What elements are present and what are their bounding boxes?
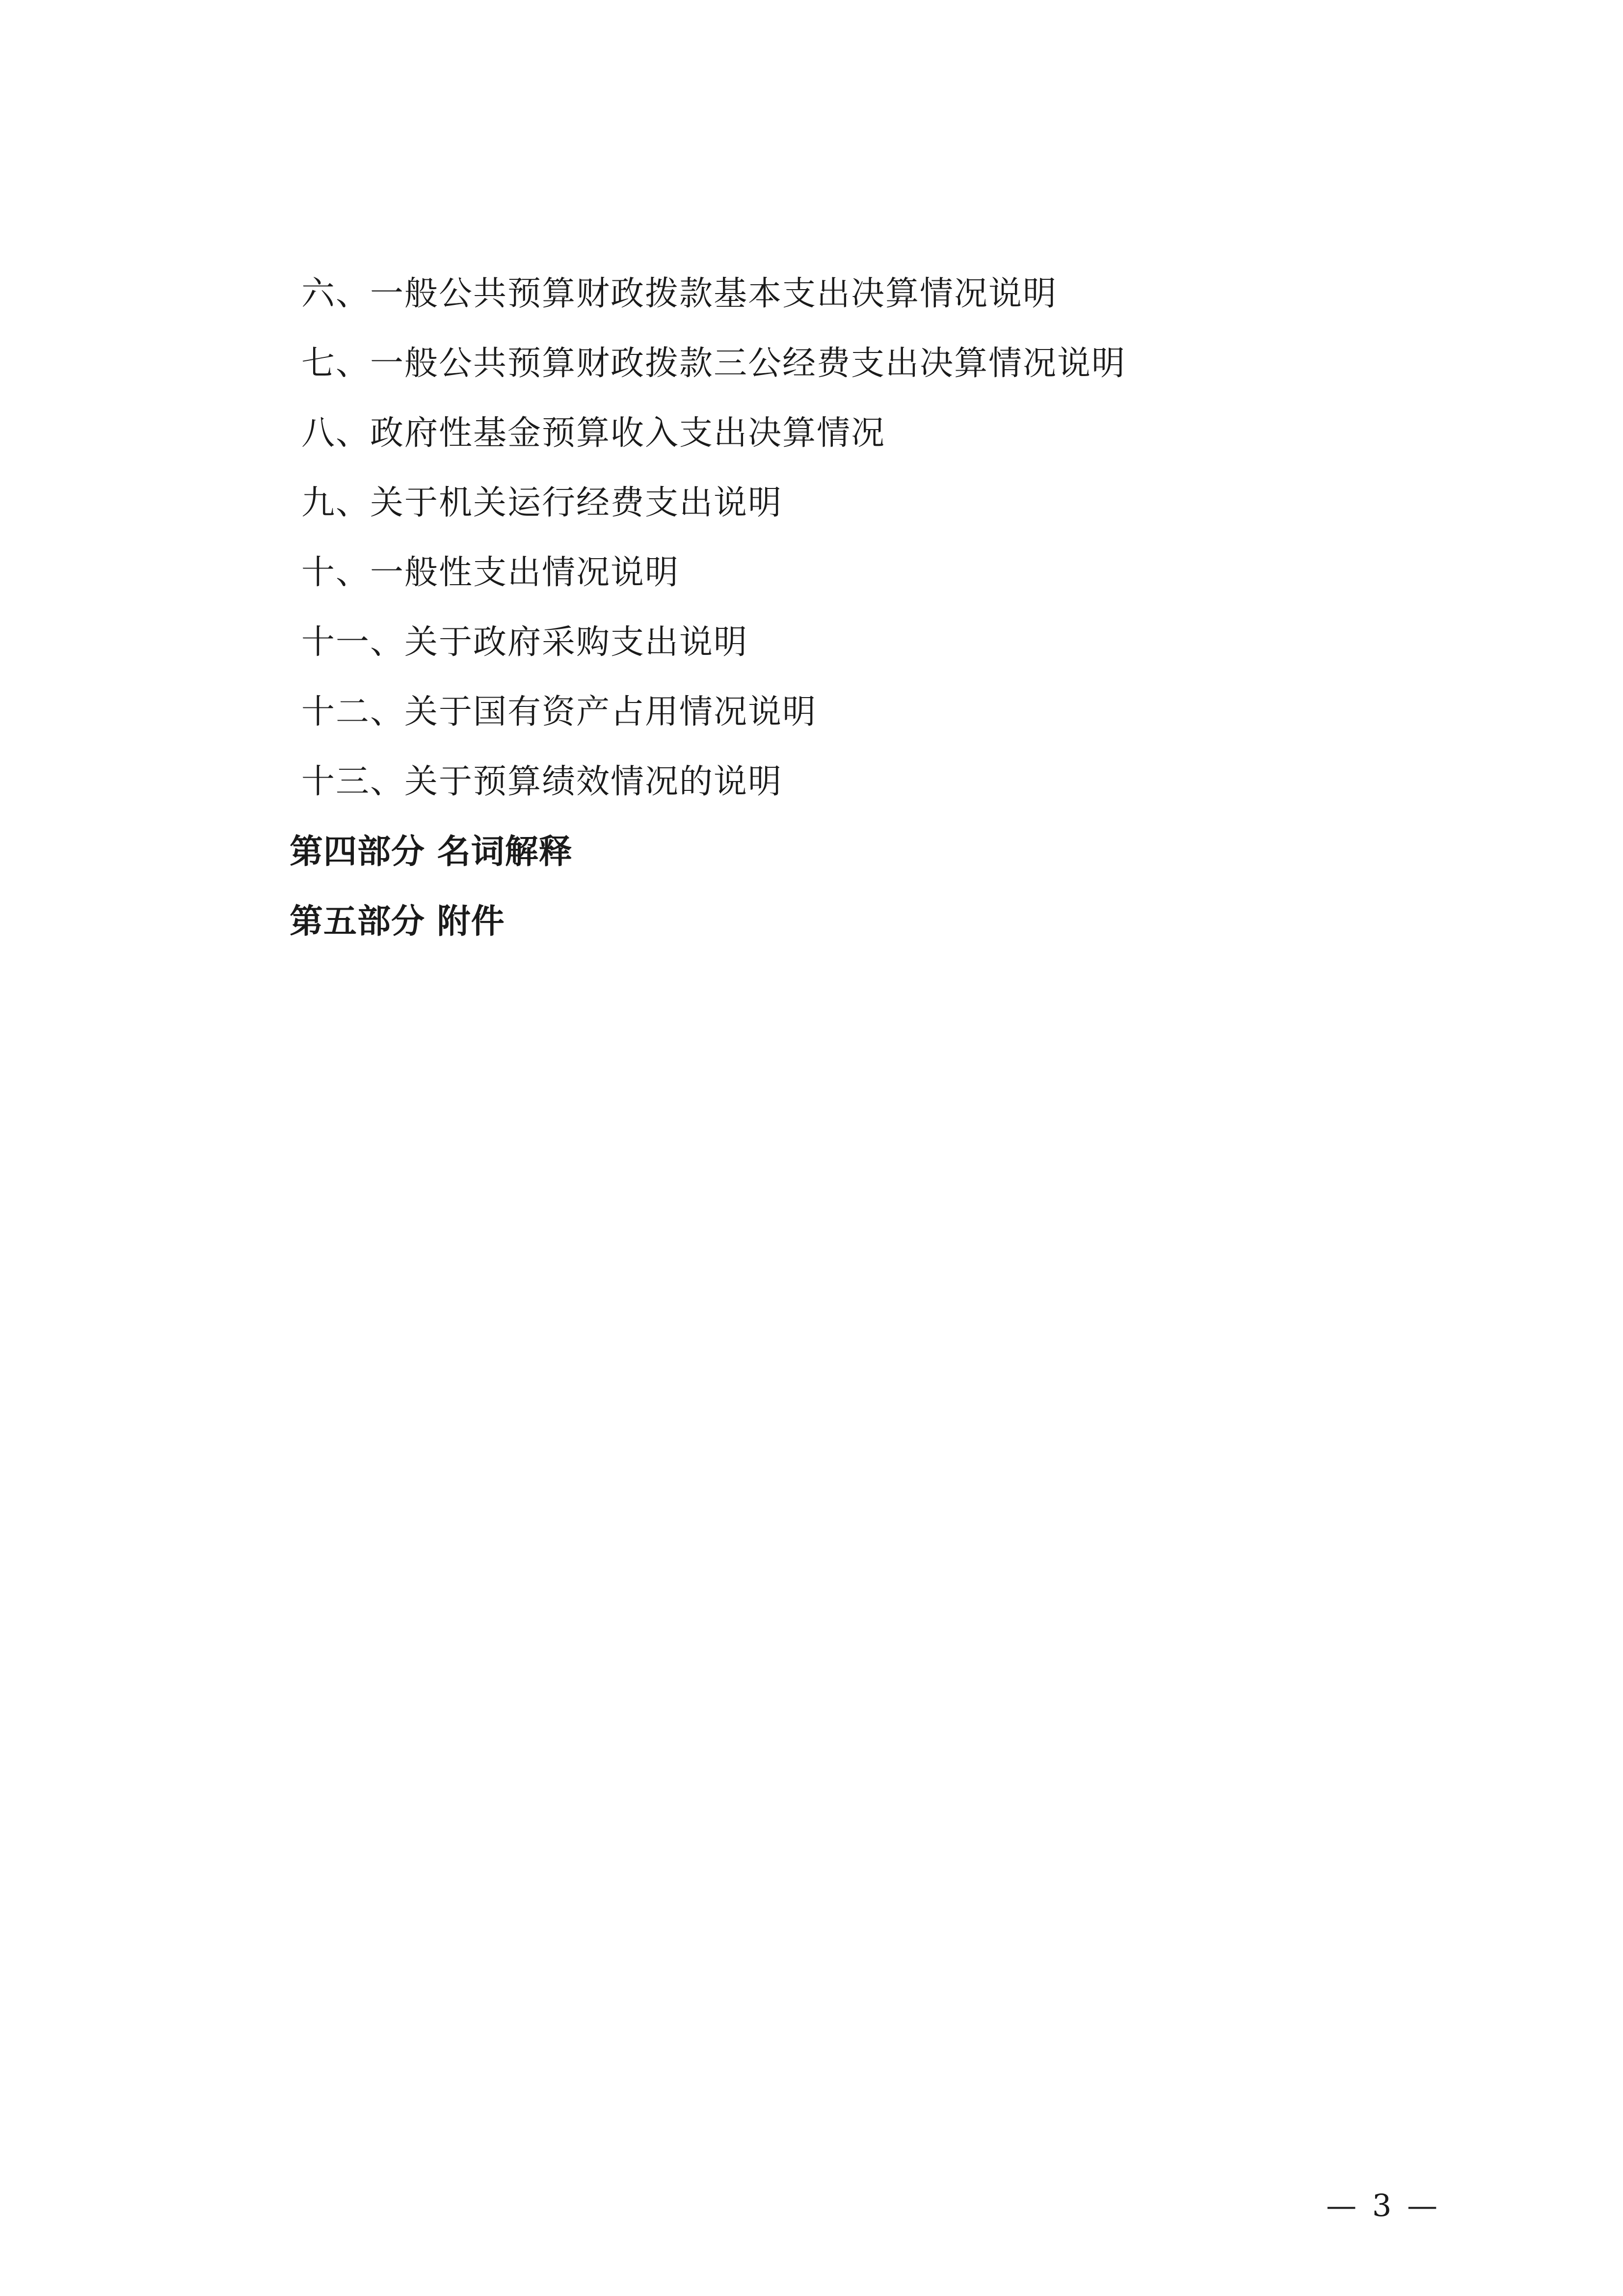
toc-entry-6[interactable]: 六、一般公共预算财政拨款基本支出决算情况说明 <box>301 274 1058 313</box>
toc-entry-12[interactable]: 十二、关于国有资产占用情况说明 <box>301 693 817 731</box>
toc-entry-part-five[interactable]: 第五部分 附件 <box>290 902 505 941</box>
toc-entry-7[interactable]: 七、一般公共预算财政拨款三公经费支出决算情况说明 <box>301 344 1126 383</box>
toc-entry-13[interactable]: 十三、关于预算绩效情况的说明 <box>301 762 783 801</box>
toc-entry-10[interactable]: 十、一般性支出情况说明 <box>301 553 680 592</box>
toc-entry-11[interactable]: 十一、关于政府采购支出说明 <box>301 623 748 662</box>
table-of-contents <box>290 274 1369 974</box>
toc-entry-part-four[interactable]: 第四部分 名词解释 <box>290 832 573 871</box>
toc-entry-9[interactable]: 九、关于机关运行经费支出说明 <box>301 484 783 522</box>
page-number: — 3 — <box>1326 2188 1440 2223</box>
toc-entry-8[interactable]: 八、政府性基金预算收入支出决算情况 <box>301 414 886 453</box>
